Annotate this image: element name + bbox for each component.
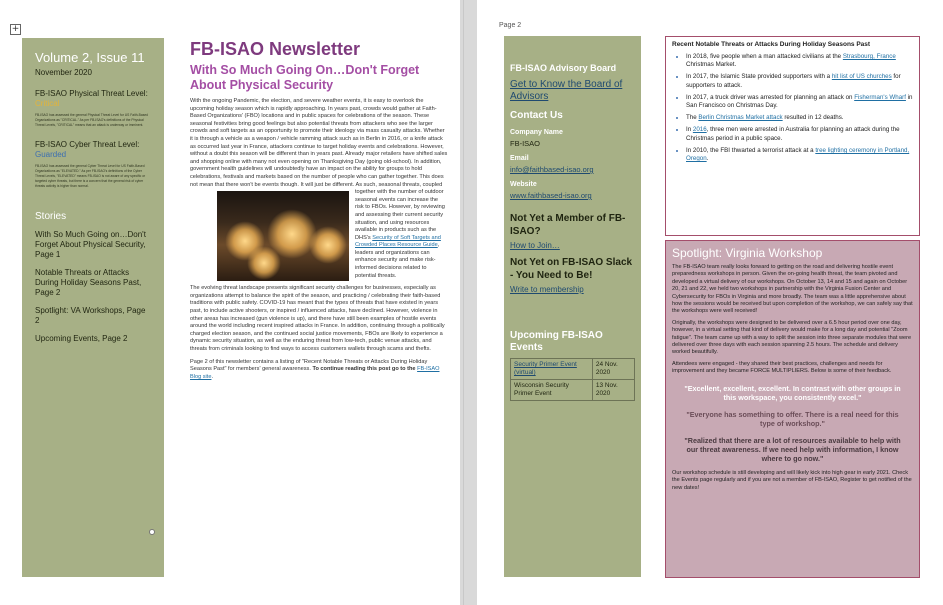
- christmas-market-photo: [217, 191, 349, 281]
- how-to-join-link[interactable]: How to Join…: [510, 241, 560, 250]
- member-question: Not Yet a Member of FB-ISAO?: [510, 213, 626, 237]
- physical-threat-description: FB-ISAO has assessed the general Physical Threat Level for US Faith-Based Organizations as "CRITICAL." As per FB-ISAO's definitions of the Physical Threat Levels, "CRITICAL" means that an attack is underway or imminent.: [35, 113, 149, 127]
- spotlight-heading: Spotlight: Virginia Workshop: [672, 246, 823, 260]
- company-value: FB-ISAO: [510, 139, 541, 148]
- notable-threats-heading: Recent Notable Threats or Attacks During Holiday Seasons Past: [672, 41, 871, 48]
- event-date: 13 Nov. 2020: [592, 380, 634, 401]
- newsletter-title: FB-ISAO Newsletter: [190, 39, 361, 59]
- page-divider: [463, 0, 464, 605]
- volume-issue: Volume 2, Issue 11: [35, 50, 145, 65]
- list-item: • In 2016, three men were arrested in Australia for planning an attack during the Christmas period in a public space.: [686, 126, 913, 142]
- spotlight-paragraph: Our workshop schedule is still developing and will likely kick into high gear in early 2021. Check the Events page regularly and if you are not a member of FB-ISAO, Register to get notified of the new dates!: [672, 469, 912, 491]
- list-item: • In 2018, five people when a man attacked civilians at the Strasbourg, France Christmas Market.: [686, 53, 913, 69]
- events-heading: Upcoming FB-ISAO Events: [510, 330, 603, 353]
- contact-heading: Contact Us: [510, 110, 563, 121]
- issue-date: November 2020: [35, 68, 92, 77]
- email-label: Email: [510, 155, 529, 162]
- website-label: Website: [510, 181, 537, 188]
- list-item: • The Berlin Christmas Market attack resulted in 12 deaths.: [686, 114, 913, 122]
- main-article: [190, 38, 448, 386]
- write-membership-link[interactable]: Write to membership: [510, 285, 584, 294]
- story-item: Notable Threats or Attacks During Holiday Seasons Past, Page 2: [35, 268, 142, 297]
- strasbourg-link[interactable]: Strasbourg, France: [842, 53, 896, 60]
- advisory-board-heading: FB-ISAO Advisory Board: [510, 63, 617, 73]
- article-paragraph-3: Page 2 of this newsletter contains a listing of "Recent Notable Threats or Attacks During Holiday Seasons Past" for members' general awareness. To continue reading this post go to the FB-ISAO Blog site.: [190, 358, 440, 380]
- slack-question: Not Yet on FB-ISAO Slack - You Need to Be!: [510, 257, 633, 281]
- spotlight-paragraph: Attendees were engaged - they shared their best practices, challenges and needs for improvement and they became FORCE MULTIPLIERS. Below is some of their feedback.: [672, 360, 892, 375]
- portland-link[interactable]: tree lighting ceremony in Portland, Oregon: [686, 146, 910, 163]
- story-item: With So Much Going on…Don't Forget About Physical Security, Page 1: [35, 230, 146, 259]
- berlin-market-link[interactable]: Berlin Christmas Market attack: [698, 114, 783, 122]
- australia-2016-link[interactable]: 2016: [692, 126, 707, 134]
- fishermans-wharf-link[interactable]: Fisherman's Wharf: [854, 93, 906, 101]
- physical-threat-level-title: FB-ISAO Physical Threat Level:: [35, 89, 148, 98]
- stories-heading: Stories: [35, 211, 67, 222]
- list-item: • In 2017, the Islamic State provided supporters with a hit list of US churches for supporters to attack.: [686, 73, 913, 89]
- notable-threats-box: [665, 36, 920, 236]
- hit-list-link[interactable]: hit list of US churches: [831, 73, 892, 81]
- spotlight-paragraph: The FB-ISAO team really looks forward to getting on the road and delivering hostile event preparedness workshops in person. Given the on-going health threat, the team pivoted and developed a virtual delivery of our workshops. On October 13, 14 and 15 and again on October 20, 21 and 22, we held two workshops in partnership with the Virginia Fusion Center and Cybersecurity for FBOs in Virginia and more broadly. The team was a little apprehensive about how the sessions would be received but upon completion of the workshop, we can safely say that the workshops were well received!: [672, 264, 913, 315]
- advisory-board-link[interactable]: Get to Know the Board of Advisors: [510, 79, 623, 102]
- feedback-quote: "Everyone has something to offer. There is a real need for this type of workshop.": [686, 409, 899, 428]
- feedback-quote: "Excellent, excellent, excellent. In contrast with other groups in this workspace, you consistently excel.": [684, 383, 901, 402]
- left-sidebar: [22, 38, 164, 577]
- notable-threats-list: [672, 53, 913, 163]
- feedback-quote: "Realized that there are a lot of resources available to help with our threat awareness. If we need help with information, I know where to go now.": [684, 435, 901, 463]
- article-paragraph-2: The evolving threat landscape presents significant security challenges for businesses, especially as organizations attempt to balance the spirit of the season, and practicing / celebrating their faith-based traditions with public safety. COVID-19 has meant that the types of threats that have existed in years past, to include active shooters, or inspired / influenced attacks, have declined. However, violence in other areas has increased (gun violence is up), and there have still been examples of hostile events around the world including recent inspired attacks in France. In addition, continuing through a politically charged election season, and the continued social justice movements, FBOs are likely to experience a dynamic security situation, as well as the enduring threat from low-tech, public venue attacks, and threats from criminals looking to find ways to access customers wallets through scams and thefts.: [190, 285, 445, 352]
- list-item: • In 2010, the FBI thwarted a terrorist attack at a tree lighting ceremony in Portland, Oregon.: [686, 147, 913, 163]
- spotlight-paragraph: Originally, the workshops were designed to be delivered over a 6.5 hour period over one day, however, in a virtual setting that kind of delivery would make for a long day and potential "Zoom fatigue". The team came up with a way to split the session into three separate modules that were delivered over three days with each session spanning 2.5 hours. The schedule and delivery worked beautifully.: [672, 319, 912, 356]
- story-item: Spotlight: VA Workshops, Page 2: [35, 306, 146, 325]
- page-number: Page 2: [499, 22, 522, 29]
- cyber-threat-level-value: Guarded: [35, 150, 67, 159]
- event-title[interactable]: Security Primer Event (virtual): [511, 359, 593, 380]
- right-sidebar: [504, 36, 641, 577]
- events-table: [510, 358, 635, 401]
- event-date: 24 Nov. 2020: [592, 359, 634, 380]
- article-body: [190, 98, 448, 381]
- table-move-handle-icon[interactable]: +: [11, 24, 20, 34]
- table-row: [511, 380, 635, 401]
- newsletter-page-1: [0, 0, 460, 605]
- event-title: Wisconsin Security Primer Event: [511, 380, 593, 401]
- blog-site-link[interactable]: FB-ISAO Blog site: [190, 366, 440, 380]
- article-headline: With So Much Going On…Don't Forget About Physical Security: [190, 63, 420, 92]
- resize-handle[interactable]: [149, 529, 155, 535]
- list-item: • In 2017, a truck driver was arrested for planning an attack on Fisherman's Wharf in San Francisco on Christmas Day.: [686, 94, 913, 110]
- email-link[interactable]: info@faithbased-isao.org: [510, 165, 594, 174]
- article-paragraph-1: With the ongoing Pandemic, the election, and severe weather events, it is easy to overlook the upcoming holiday season which is rapidly approaching. In years past, crowds would gather at Faith-Based Organizations' (FBO) locations and in public spaces for celebrations of the season. These seasonal festivities bring good feelings but also potential threats from attackers who see the larger crowds and soft targets as an opportunity to promote their ideology via mass casualty attacks. Whether it is through a vehicle as a weapon / vehicle ramming attack such as in Berlin in 2016, or a knife attack as occurred last year in France, attackers continue to target holiday events and celebrations. However, without a doubt this season will be different than in years past. Already major retailers have shifted sales and shopping online with many not even opening on Thanksgiving Day (going old-school). In addition, government health guidelines will undoubtedly have an impact on the ability for groups to hold celebrations, festivals and markets based on the number of people who can gather together. This does not mean that there won't be events though. It will just be different. As such, seasonal threats, coupled together with the number of outdoor seasonal events can increase the risk to FBOs. However, by reviewing and assessing their current security situation, and using resources available in products such as the DHS's Security of Soft Targets and Crowded Places Resource Guide, leaders and organizations can enhance security and make risk-informed decisions related to potential threats.: [190, 98, 448, 280]
- website-link[interactable]: www.faithbased-isao.org: [510, 191, 592, 200]
- cyber-threat-description: FB-ISAO has assessed the general Cyber Threat Level for US Faith-Based Organizations as "ELEVATED." As per FB-ISAO's definitions of the Cyber Threat Levels, "ELEVATED" means FB-ISAO is not aware of any specific or targeted cyber threats, but there is a concern that the general risk of cyber threats activity is higher than normal.: [35, 164, 146, 188]
- dhs-resource-guide-link[interactable]: Security of Soft Targets and Crowded Places Resource Guide: [355, 234, 441, 249]
- physical-threat-level-value: Critical: [35, 99, 60, 108]
- table-row: [511, 359, 635, 380]
- newsletter-page-2: [477, 0, 943, 605]
- spotlight-box: [665, 240, 920, 578]
- company-label: Company Name: [510, 129, 563, 136]
- story-item: Upcoming Events, Page 2: [35, 334, 128, 343]
- cyber-threat-level-title: FB-ISAO Cyber Threat Level:: [35, 140, 140, 149]
